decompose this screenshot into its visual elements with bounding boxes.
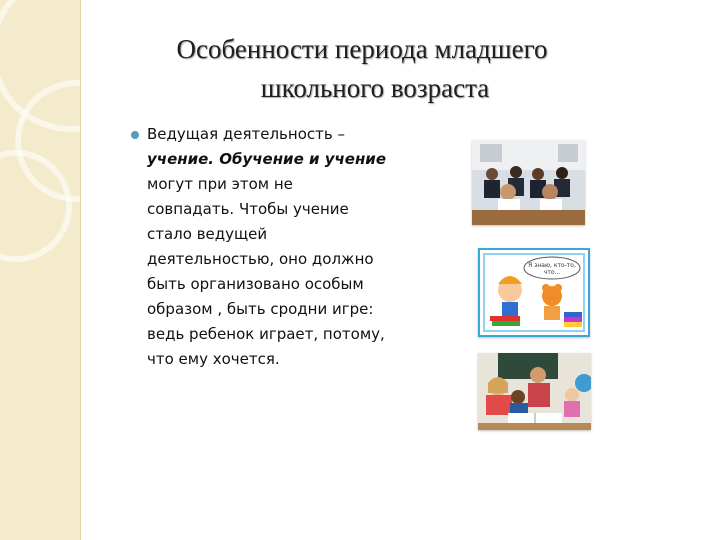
body-line: образом , быть сродни игре: [147, 300, 374, 318]
side-divider [80, 0, 81, 540]
body-line: Ведущая деятельность – [147, 125, 345, 143]
cartoon-graphic [480, 250, 588, 335]
body-paragraph [147, 122, 407, 372]
reading-photo-graphic [478, 353, 591, 430]
slide-title [112, 30, 612, 108]
body-line: что ему хочется. [147, 350, 280, 368]
body-line [147, 147, 407, 172]
body-line: деятельностью, оно должно [147, 250, 374, 268]
body-line: ведь ребенок играет, потому, [147, 325, 385, 343]
decorative-side-band [0, 0, 80, 540]
cartoon-kids-books-image [478, 248, 590, 337]
bullet-dot [131, 131, 139, 139]
teacher-kids-reading-photo [478, 353, 591, 430]
body-line: совпадать. Чтобы учение [147, 200, 349, 218]
svg-text:что...: что... [543, 269, 561, 276]
emphasis-text: учение. Обучение и учение [147, 150, 386, 168]
body-line: стало ведущей [147, 225, 268, 243]
body-line: могут при этом не [147, 175, 293, 193]
body-line: быть организовано особым [147, 275, 364, 293]
classroom-photo [472, 140, 585, 225]
speech-bubble-text: Я знаю, кто-то, [528, 262, 576, 269]
title-line: Особенности периода младшего [176, 34, 548, 64]
classroom-photo-graphic [472, 140, 585, 225]
title-line: школьного возраста [260, 73, 490, 103]
